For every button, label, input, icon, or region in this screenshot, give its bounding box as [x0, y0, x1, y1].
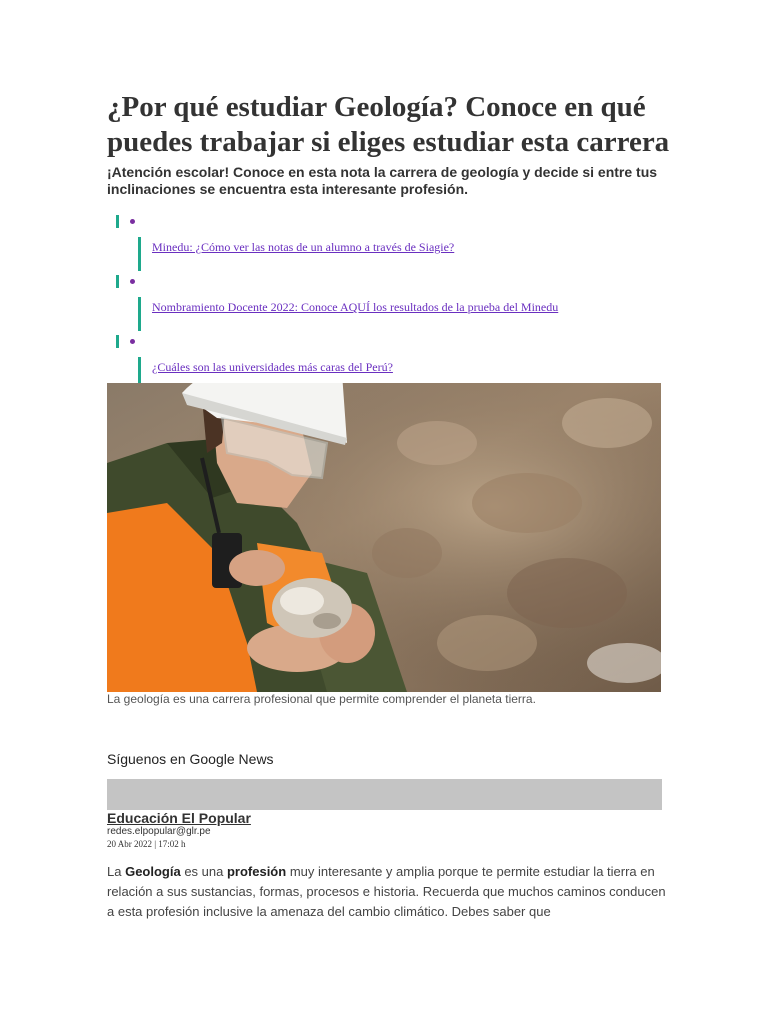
- green-accent-bar: [138, 237, 141, 271]
- geologist-photo: [107, 383, 661, 692]
- green-marker: [116, 275, 119, 288]
- bullet-icon: [130, 339, 135, 344]
- bullet-icon: [130, 279, 135, 284]
- bullet-icon: [130, 219, 135, 224]
- green-accent-bar: [138, 297, 141, 331]
- gray-banner: [107, 779, 662, 810]
- body-bold-geologia: Geología: [125, 864, 181, 879]
- image-caption: La geología es una carrera profesional que permite comprender el planeta tierra.: [107, 692, 536, 706]
- article-subtitle: ¡Atención escolar! Conoce en esta nota la carrera de geología y decide si entre tus inclinaciones se encuentra esta interesante profesión.: [107, 164, 658, 197]
- related-link-universidades[interactable]: ¿Cuáles son las universidades más caras del Perú?: [152, 360, 393, 374]
- author-name[interactable]: Educación El Popular: [107, 810, 251, 826]
- article-title: ¿Por qué estudiar Geología? Conoce en qué puedes trabajar si eliges estudiar esta carrera: [107, 91, 670, 158]
- related-item: [107, 270, 667, 330]
- publish-date: 20 Abr 2022 | 17:02 h: [107, 839, 186, 849]
- follow-google-news-link[interactable]: Síguenos en Google News: [107, 751, 274, 767]
- related-link-siagie[interactable]: Minedu: ¿Cómo ver las notas de un alumno a través de Siagie?: [152, 240, 455, 254]
- green-marker: [116, 215, 119, 228]
- related-link-nombramiento[interactable]: Nombramiento Docente 2022: Conoce AQUÍ los resultados de la prueba del Minedu: [152, 300, 559, 314]
- body-bold-profesion: profesión: [226, 864, 287, 879]
- related-item: [107, 210, 667, 270]
- author-email: redes.elpopular@glr.pe: [107, 826, 211, 837]
- related-item: [107, 330, 667, 380]
- body-text-segment: La: [107, 864, 126, 879]
- green-marker: [116, 335, 119, 348]
- related-links-list: [107, 210, 667, 380]
- body-text-segment: es una: [180, 864, 227, 879]
- article-body-paragraph: [107, 862, 667, 922]
- body-text-segment: muy interesante y amplia porque te permite estudiar la tierra en relación a sus sustancias, formas, procesos e historia. Recuerda que muchos caminos conducen a esta profesión inclusive la amenaza del cambio climático. Debes saber que: [107, 864, 666, 919]
